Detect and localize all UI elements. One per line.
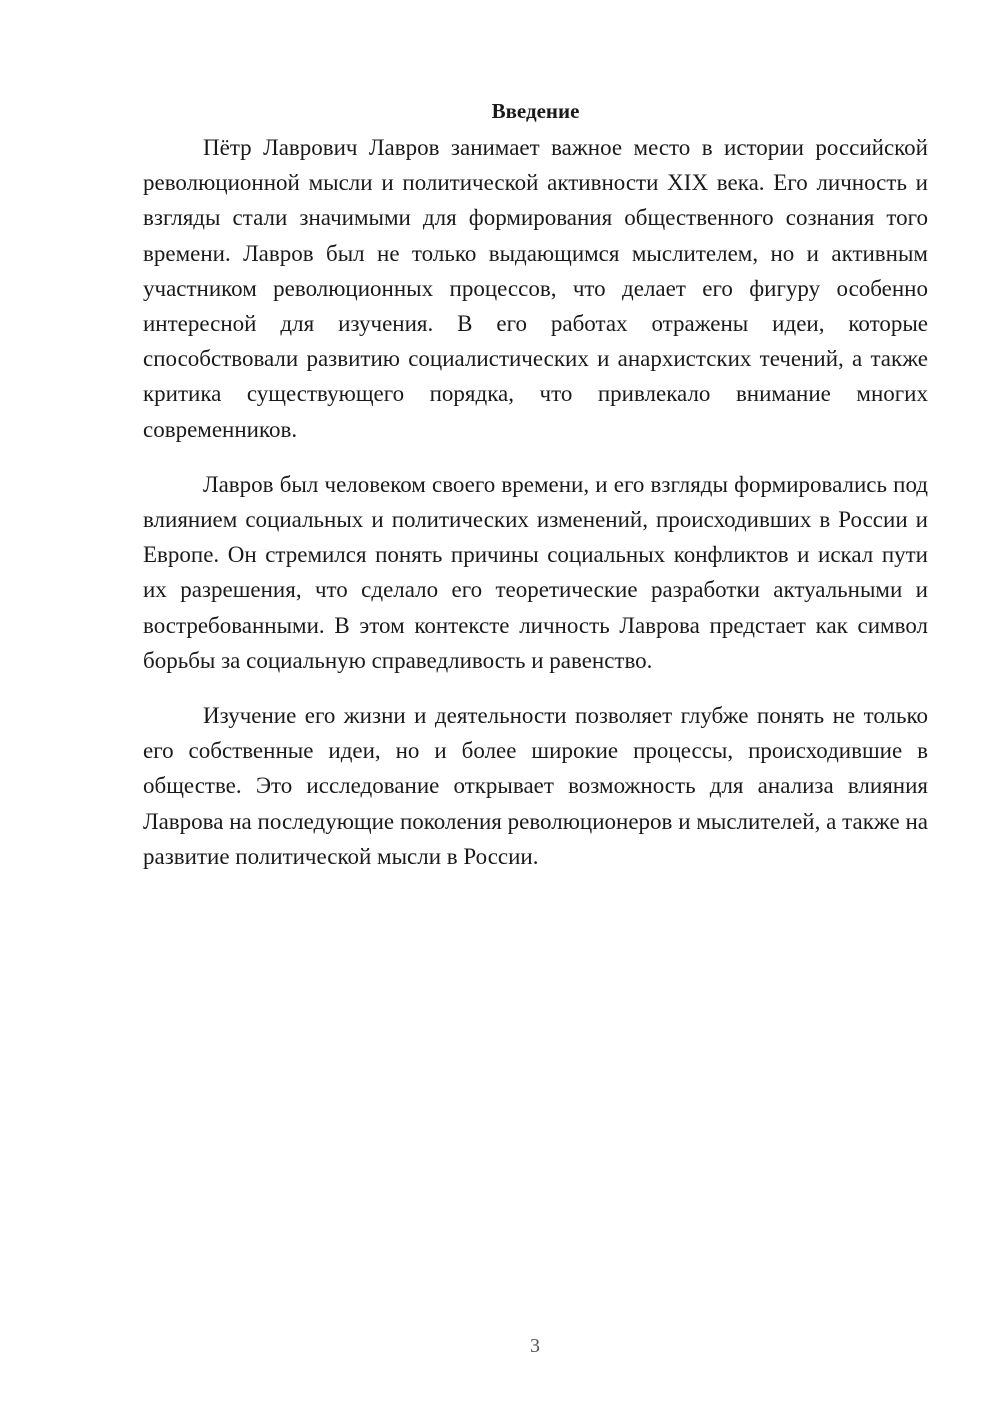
section-title: Введение [491,99,580,123]
paragraph-2: Лавров был человеком своего времени, и его взгляды формировались под влиянием социальных и политических изменений, происходивших в России и Европе. Он стремился понять причины социальных конфликтов и искал пути их разрешения, что сделало его теоретические разработки актуальными и востребованными. В этом контексте личность Лаврова предстает как символ борьбы за социальную справедливость и равенство. [143,471,928,673]
page-content [143,96,928,894]
page-number: 3 [530,1335,540,1357]
paragraph-1: Пётр Лаврович Лавров занимает важное место в истории российской революционной мысли и политической активности XIX века. Его личность и взгляды стали значимыми для формирования общественного сознания того времени. Лавров был не только выдающимся мыслителем, но и активным участником революционных процессов, что делает его фигуру особенно интересной для изучения. В его работах отражены идеи, которые способствовали развитию социалистических и анархистских течений, а также критика существующего порядка, что привлекало внимание многих современников. [143,135,928,442]
paragraph-3: Изучение его жизни и деятельности позволяет глубже понять не только его собственные идеи, но и более широкие процессы, происходившие в обществе. Это исследование открывает возможность для анализа влияния Лаврова на последующие поколения революционеров и мыслителей, а также на развитие политической мысли в России. [143,703,928,869]
